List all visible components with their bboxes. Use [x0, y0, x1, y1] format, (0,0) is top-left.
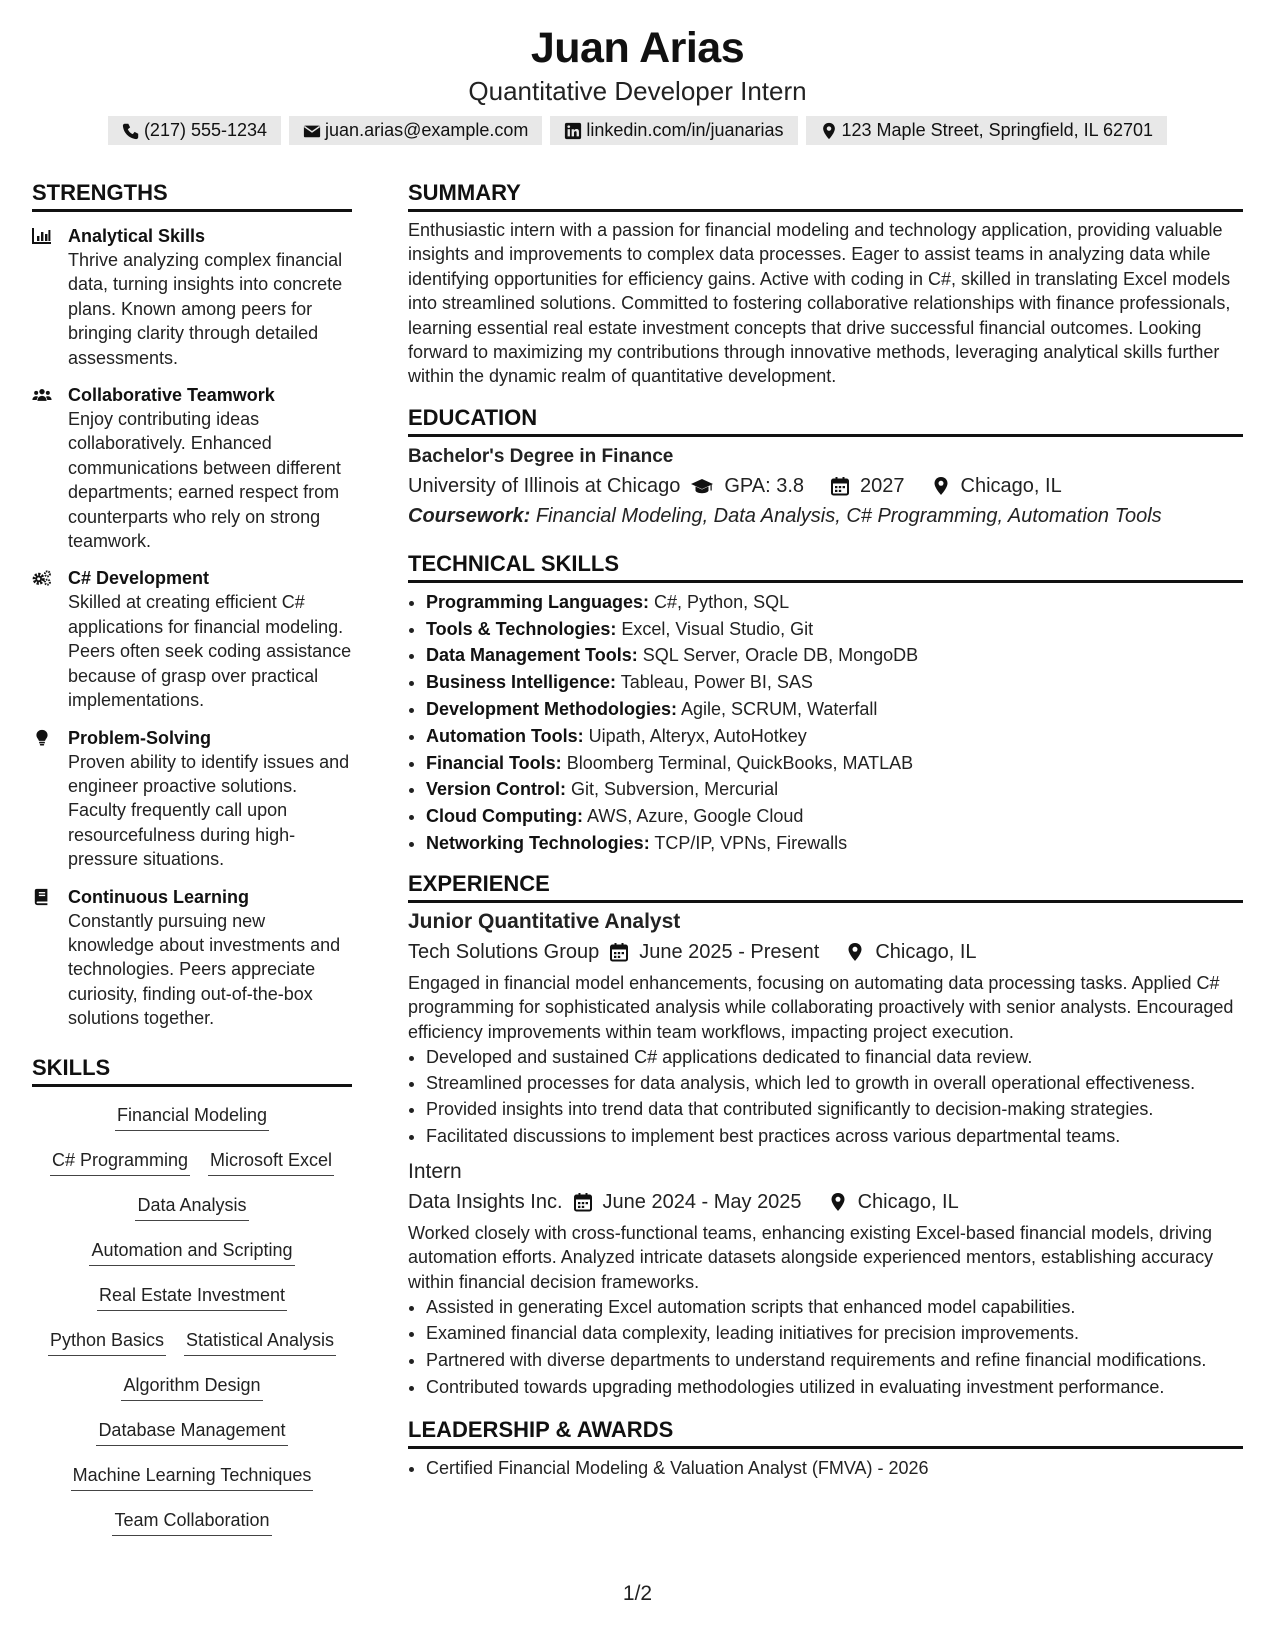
strength-title: C# Development	[68, 568, 210, 589]
list-item: • Streamlined processes for data analysis, which led to growth in overall operational effectiveness.	[426, 1070, 1243, 1096]
skill-category: Data Management Tools:	[426, 645, 638, 666]
coursework-list: Financial Modeling, Data Analysis, C# Programming, Automation Tools	[535, 504, 1162, 527]
skill-category: Cloud Computing:	[426, 806, 583, 827]
technical-skills-heading: TECHNICAL SKILLS	[408, 549, 1243, 583]
strength-desc: Proven ability to identify issues and engineer proactive solutions. Faculty frequently call upon resourcefulness during high-pressure situations.	[68, 751, 350, 870]
experience-heading: EXPERIENCE	[408, 869, 1243, 903]
company-name: Data Insights Inc.	[408, 1190, 563, 1213]
calendar-icon	[830, 476, 850, 496]
strength-title: Problem-Solving	[68, 727, 212, 748]
list-item: • Examined financial data complexity, leading initiatives for precision improvements.	[426, 1320, 1243, 1346]
contact-email[interactable]	[289, 116, 542, 145]
skill-tag: Machine Learning Techniques	[71, 1463, 314, 1491]
users-icon	[32, 386, 52, 404]
contact-bar	[0, 116, 1275, 145]
gpa-value: GPA: 3.8	[724, 474, 805, 497]
graduation-cap-icon	[690, 476, 714, 496]
summary-text: Enthusiastic intern with a passion for financial modeling and technology application, providing valuable insights and improvements to complex data processes. Eager to assist teams in analyzing data while identifying opportunities for efficiency gains. Active with coding in C#, skilled in translating Excel models into streamlined solutions. Committed to fostering collaborative relationships with finance professionals, learning essential real estate investment concepts that drive successful financial outcomes. Looking forward to maximizing my contributions through innovative methods, leveraging analytical skills further within the dynamic realm of quantitative development.	[408, 220, 1231, 387]
skill-tag: Financial Modeling	[115, 1103, 269, 1131]
list-item: • Provided insights into trend data that contributed significantly to decision-making strategies.	[426, 1096, 1243, 1122]
strength-item	[32, 383, 352, 553]
experience-role: Intern	[408, 1159, 462, 1183]
phone-icon	[122, 122, 140, 140]
leadership-heading: LEADERSHIP & AWARDS	[408, 1415, 1243, 1449]
skills-list	[32, 1103, 352, 1553]
skill-category: Networking Technologies:	[426, 833, 650, 854]
employment-dates: June 2025 - Present	[639, 940, 820, 963]
skill-values: Excel, Visual Studio, Git	[621, 618, 814, 639]
skill-values: AWS, Azure, Google Cloud	[586, 806, 804, 827]
skill-values: SQL Server, Oracle DB, MongoDB	[642, 645, 919, 666]
list-item: • Facilitated discussions to implement best practices across various departmental teams.	[426, 1123, 1243, 1149]
list-item: • Assisted in generating Excel automation scripts that enhanced model capabilities.	[426, 1294, 1243, 1320]
strength-item	[32, 566, 352, 712]
contact-phone-text: (217) 555-1234	[143, 120, 268, 140]
skill-tag: Statistical Analysis	[184, 1328, 336, 1356]
skill-values: Bloomberg Terminal, QuickBooks, MATLAB	[566, 752, 914, 773]
job-description: Worked closely with cross-functional teams, enhancing existing Excel-based financial models, driving automation efforts. Analyzed intricate datasets alongside experienced mentors, establishing accuracy within financial decision frameworks.	[408, 1222, 1214, 1292]
calendar-icon	[573, 1192, 593, 1212]
skill-category: Financial Tools:	[426, 752, 562, 773]
job-bullets	[408, 1044, 1243, 1149]
skill-tag: Microsoft Excel	[208, 1148, 334, 1176]
right-column	[408, 178, 1243, 1481]
skill-category: Development Methodologies:	[426, 699, 678, 720]
gears-icon	[32, 569, 52, 587]
list-item	[426, 803, 1243, 830]
contact-linkedin[interactable]	[550, 116, 797, 145]
book-icon	[32, 888, 52, 906]
map-marker-icon	[845, 942, 865, 962]
linkedin-icon	[564, 122, 582, 140]
job-title: Quantitative Developer Intern	[468, 76, 807, 106]
skill-tag: Python Basics	[48, 1328, 166, 1356]
strength-desc: Constantly pursuing new knowledge about investments and technologies. Peers appreciate curiosity, finding out-of-the-box solutions together.	[68, 910, 341, 1029]
list-item: • Contributed towards upgrading methodologies utilized in evaluating investment performance.	[426, 1374, 1243, 1400]
page-number: 1/2	[622, 1582, 653, 1605]
skill-values: TCP/IP, VPNs, Firewalls	[654, 833, 848, 854]
leadership-list	[408, 1455, 1243, 1481]
skill-tag: Algorithm Design	[121, 1373, 262, 1401]
resume-header	[0, 22, 1275, 145]
skill-category: Tools & Technologies:	[426, 618, 617, 639]
skill-tag: Team Collaboration	[112, 1508, 271, 1536]
strength-title: Analytical Skills	[68, 226, 206, 246]
education-location: Chicago, IL	[960, 474, 1062, 497]
left-column	[32, 178, 352, 1553]
skill-tag: Database Management	[96, 1418, 287, 1446]
skill-tag: Real Estate Investment	[97, 1283, 287, 1311]
list-item	[426, 642, 1243, 669]
skill-tag: Data Analysis	[135, 1193, 248, 1221]
map-marker-icon	[828, 1192, 848, 1212]
employment-dates: June 2024 - May 2025	[602, 1190, 802, 1213]
experience-meta	[408, 1187, 1243, 1217]
list-item: • Developed and sustained C# applications dedicated to financial data review.	[426, 1044, 1243, 1070]
list-item: • Certified Financial Modeling & Valuation Analyst (FMVA) - 2026	[426, 1455, 1243, 1481]
technical-skills-list	[408, 589, 1243, 857]
coursework-label: Coursework:	[408, 504, 531, 527]
skill-values: C#, Python, SQL	[654, 591, 790, 612]
list-item	[426, 776, 1243, 803]
job-location: Chicago, IL	[875, 940, 977, 963]
strength-item	[32, 726, 352, 872]
job-description: Engaged in financial model enhancements, focusing on automating data processing tasks. Applied C# programming for sophisticated analysis while collaborating proactively with senior analysts. Encouraged efficiency improvements within team workflows, impacting project execution.	[408, 972, 1234, 1042]
company-name: Tech Solutions Group	[408, 940, 600, 963]
strengths-heading: STRENGTHS	[32, 178, 352, 212]
list-item	[426, 696, 1243, 723]
job-bullets	[408, 1294, 1243, 1401]
skill-tag: Automation and Scripting	[89, 1238, 294, 1266]
map-marker-icon	[931, 476, 951, 496]
calendar-icon	[609, 942, 629, 962]
envelope-icon	[303, 122, 321, 140]
strength-desc: Thrive analyzing complex financial data, turning insights into concrete plans. Known among peers for bringing clarity through detailed assessments.	[68, 250, 343, 368]
skill-tag: C# Programming	[50, 1148, 190, 1176]
experience-entry	[408, 1157, 1243, 1401]
contact-address-text: 123 Maple Street, Springfield, IL 62701	[841, 120, 1154, 140]
skill-category: Programming Languages:	[426, 591, 650, 612]
list-item	[426, 750, 1243, 777]
skills-heading: SKILLS	[32, 1053, 352, 1087]
skill-values: Tableau, Power BI, SAS	[620, 672, 813, 693]
strength-desc: Skilled at creating efficient C# applications for financial modeling. Peers often seek coding assistance because of grasp over practical implementations.	[68, 592, 352, 711]
list-item	[426, 723, 1243, 750]
graduation-year: 2027	[860, 474, 905, 497]
degree-name: Bachelor's Degree in Finance	[408, 445, 674, 467]
skill-values: Git, Subversion, Mercurial	[571, 779, 779, 800]
bar-chart-icon	[32, 227, 52, 245]
skill-category: Business Intelligence:	[426, 672, 617, 693]
education-meta	[408, 471, 1243, 501]
strength-desc: Enjoy contributing ideas collaboratively. Enhanced communications between different departments; earned respect from counterparts who rely on strong teamwork.	[68, 409, 341, 552]
contact-email-text: juan.arias@example.com	[325, 120, 529, 140]
strength-title: Continuous Learning	[68, 886, 249, 907]
list-item: • Partnered with diverse departments to understand requirements and refine financial modifications.	[426, 1348, 1243, 1372]
candidate-name: Juan Arias	[530, 24, 745, 72]
lightbulb-icon	[32, 729, 52, 747]
map-marker-icon	[820, 122, 838, 140]
strength-item	[32, 224, 352, 370]
skill-category: Version Control:	[426, 779, 567, 800]
skill-values: Uipath, Alteryx, AutoHotkey	[588, 725, 807, 746]
experience-meta	[408, 937, 1243, 967]
contact-address	[806, 116, 1168, 145]
coursework-line	[408, 501, 1243, 531]
strength-item	[32, 885, 352, 1031]
job-location: Chicago, IL	[857, 1190, 959, 1213]
list-item	[426, 616, 1243, 643]
list-item	[426, 669, 1243, 696]
skill-values: Agile, SCRUM, Waterfall	[681, 699, 878, 720]
contact-linkedin-text: linkedin.com/in/juanarias	[586, 120, 784, 140]
strength-title: Collaborative Teamwork	[68, 385, 275, 406]
summary-heading: SUMMARY	[408, 178, 1243, 212]
experience-entry	[408, 907, 1243, 1149]
contact-phone[interactable]	[108, 116, 281, 145]
education-heading: EDUCATION	[408, 403, 1243, 437]
skill-category: Automation Tools:	[426, 725, 584, 746]
experience-role: Junior Quantitative Analyst	[408, 909, 681, 933]
school-name: University of Illinois at Chicago	[408, 474, 681, 497]
list-item	[426, 830, 1243, 857]
list-item	[426, 589, 1243, 616]
